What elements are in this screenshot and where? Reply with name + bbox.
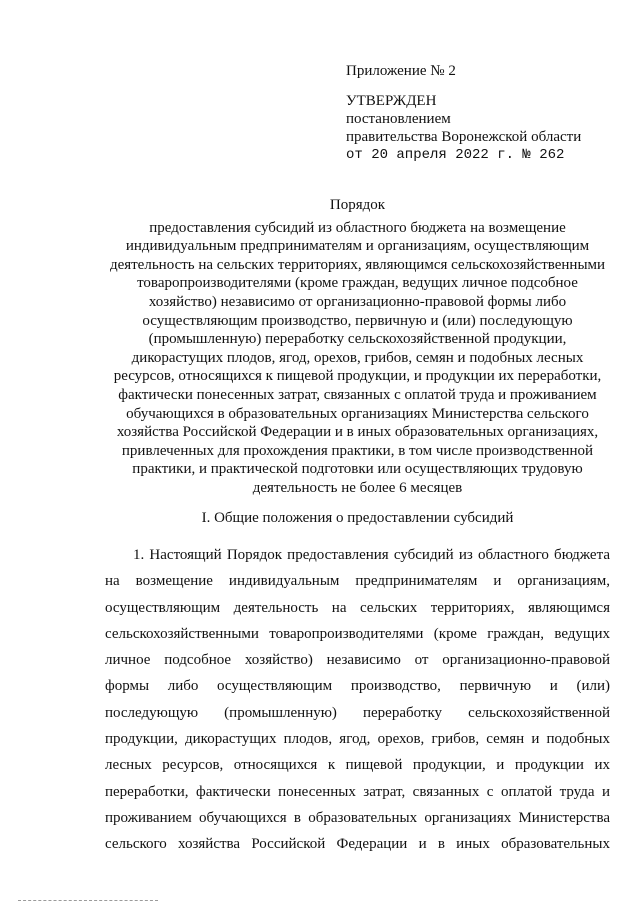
paragraph-line: сельского хозяйства Российской Федерации и в иных образовательных [105,836,610,853]
title-line: предоставления субсидий из областного бюджета на возмещение [149,219,566,236]
title-line: практики, и практической подготовки или осуществляющих трудовую [132,461,583,478]
title-line: ресурсов, относящихся к пищевой продукции, и продукции их переработки, [113,368,602,385]
decree-label: постановлением [346,111,451,127]
approved-label: УТВЕРЖДЕН [346,93,437,109]
government-label: правительства Воронежской области [346,129,582,145]
section-heading: I. Общие положения о предоставлении субсидий [201,510,514,526]
title-line: деятельность на сельских территориях, являющимся сельскохозяйственными [109,256,606,273]
paragraph-line: формы либо осуществляющим производство, первичную и (или) [105,678,610,695]
title-line: обучающихся в образовательных организациях Министерства сельского [126,405,589,422]
title-line: хозяйства Российской Федерации и в иных образовательных организациях, [116,424,599,441]
title-line: деятельность не более 6 месяцев [252,479,463,496]
paragraph-line: последующую (промышленную) переработку сельскохозяйственной [105,704,610,721]
title-line: хозяйство) независимо от организационно-правовой формы либо [148,293,567,310]
paragraph-line: личное подсобное хозяйство) независимо от организационно-правовой [105,652,610,669]
title-line: индивидуальным предпринимателям и организациям, осуществляющим [125,238,590,255]
paragraph-line: лесных ресурсов, относящихся к пищевой продукции, и продукции их [105,757,610,774]
title-line: фактически понесенных затрат, связанных с оплатой труда и проживанием [118,386,597,403]
paragraph-line: сельскохозяйственными товаропроизводителями (кроме граждан, ведущих [105,625,610,642]
title-heading: Порядок [329,197,386,213]
appendix-label: Приложение № 2 [346,63,456,79]
title-line: товаропроизводителями (кроме граждан, ведущих личное подсобное [137,275,578,292]
paragraph-line: проживанием обучающихся в образовательных организациях Министерства [105,809,610,826]
approval-block [346,62,616,164]
paragraph-line: осуществляющим деятельность на сельских территориях, являющимся [105,599,610,616]
paragraph-1 [105,542,610,858]
title-line: осуществляющим производство, первичную и (или) последующую [142,312,573,329]
title-line: привлеченных для прохождения практики, в том числе производственной [121,442,594,459]
paragraph-line: 1. Настоящий Порядок предоставления субсидий из областного бюджета [133,547,610,563]
scan-edge-line [18,900,158,901]
title-line: (промышленную) переработку сельскохозяйственной продукции, [148,331,567,348]
document-title [90,196,625,498]
paragraph-line: переработки, фактически понесенных затрат, связанных с оплатой труда и [105,783,610,800]
paragraph-line: продукции, дикорастущих плодов, ягод, орехов, грибов, семян и подобных [105,731,610,748]
decree-date-number: от 20 апреля 2022 г. № 262 [346,147,565,163]
paragraph-line: на возмещение индивидуальным предпринимателям и организациям, [105,573,610,590]
title-line: дикорастущих плодов, ягод, орехов, грибов, семян и подобных лесных [131,349,584,366]
